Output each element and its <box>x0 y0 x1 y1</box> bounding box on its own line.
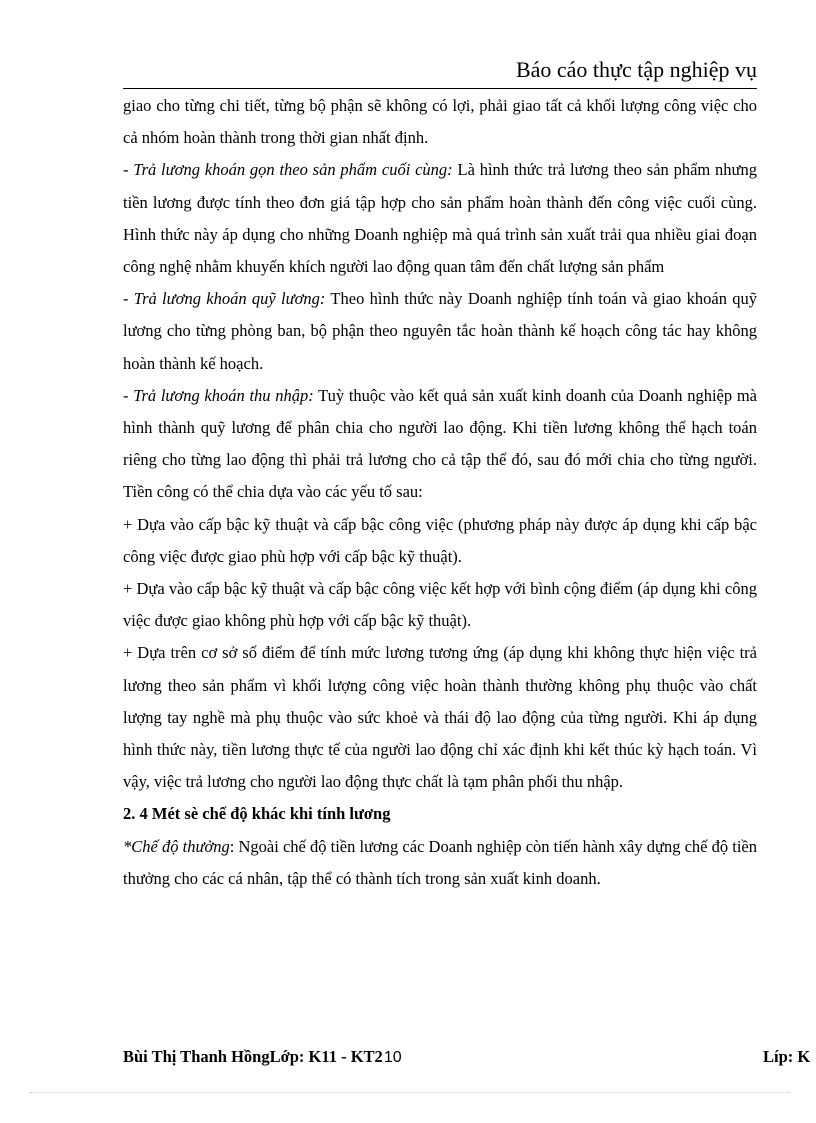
paragraph <box>123 637 757 798</box>
document-body <box>123 90 757 895</box>
page-number: 10 <box>383 1049 402 1066</box>
page-footer <box>123 1042 816 1072</box>
paragraph-text: : Ngoài chế độ tiền lương các Doanh nghiệp còn tiến hành xây dựng chế độ tiền thưởng cho các cá nhân, tập thể có thành tích trong sản xuất kinh doanh. <box>123 836 758 888</box>
paragraph-text: + Dựa vào cấp bậc kỹ thuật và cấp bậc công việc kết hợp với bình cộng điểm (áp dụng khi công việc được giao không phù hợp với cấp bậc kỹ thuật). <box>123 579 757 631</box>
paragraph <box>123 380 757 509</box>
footer-author: Bùi Thị Thanh Hồng <box>123 1047 270 1066</box>
paragraph <box>123 831 757 895</box>
paragraph <box>123 283 757 380</box>
paragraph-text: Theo hình thức này Doanh nghiệp tính toán và giao khoán quỹ lương cho từng phòng ban, bộ phận theo nguyên tắc hoàn thành kế hoạch công tác hay không hoàn thành kế hoạch. <box>123 289 758 373</box>
footer-class-right: Líp: K <box>763 1047 811 1066</box>
paragraph-text: + Dựa trên cơ sở số điểm để tính mức lương tương ứng (áp dụng khi không thực hiện việc trả lương theo sản phẩm vì khối lượng công việc hoàn thành thường không phụ thuộc vào chất lượng tay nghề mà phụ thuộc vào sức khoẻ và thái độ lao động của từng người. Khi áp dụng hình thức này, tiền lương thực tế của người lao động chỉ xác định khi kết thúc kỳ hạch toán. Vì vậy, việc trả lương cho người lao động thực chất là tạm phân phối thu nhập. <box>123 643 757 792</box>
header-divider <box>123 88 757 89</box>
footer-class: Lớp: K11 - KT2 <box>269 1047 383 1066</box>
paragraph-text: Tuỳ thuộc vào kết quả sản xuất kinh doanh của Doanh nghiệp mà hình thành quỹ lương để phân chia cho người lao động. Khi tiền lương không thể hạch toán riêng cho từng lao động thì phải trả lương cho cả tập thể đó, sau đó mới chia cho từng người. Tiền công có thể chia dựa vào các yếu tố sau: <box>123 385 757 502</box>
paragraph <box>123 90 757 154</box>
paragraph-lead: - Trả lương khoán gọn theo sản phẩm cuối cùng: <box>123 160 453 180</box>
paragraph-lead: - Trả lương khoán quỹ lương: <box>123 289 326 309</box>
paragraph <box>123 154 757 283</box>
paragraph-text: Là hình thức trả lương theo sản phẩm nhưng tiền lương được tính theo đơn giá tập hợp cho sản phẩm hoàn thành đến công việc cuối cùng. Hình thức này áp dụng cho những Doanh nghiệp mà quá trình sản xuất trải qua nhiều giai đoạn công nghệ nhằm khuyến khích người lao động quan tâm đến chất lượng sản phẩm <box>123 160 757 277</box>
paragraph-text: + Dựa vào cấp bậc kỹ thuật và cấp bậc công việc (phương pháp này được áp dụng khi cấp bậc công việc được giao phù hợp với cấp bậc kỹ thuật). <box>123 514 757 566</box>
paragraph-lead: *Chế độ thưởng <box>123 836 230 856</box>
paragraph <box>123 573 757 637</box>
paragraph-lead: - Trả lương khoán thu nhập: <box>123 385 314 405</box>
paragraph <box>123 509 757 573</box>
page-bottom-divider <box>30 1092 790 1093</box>
paragraph-text: giao cho từng chi tiết, từng bộ phận sẽ không có lợi, phải giao tất cả khối lượng công việc cho cả nhóm hoàn thành trong thời gian nhất định. <box>123 96 757 148</box>
section-heading: 2. 4 Mét sè chế độ khác khi tính lương <box>123 804 391 824</box>
page-header-title: Báo cáo thực tập nghiệp vụ <box>515 57 757 82</box>
